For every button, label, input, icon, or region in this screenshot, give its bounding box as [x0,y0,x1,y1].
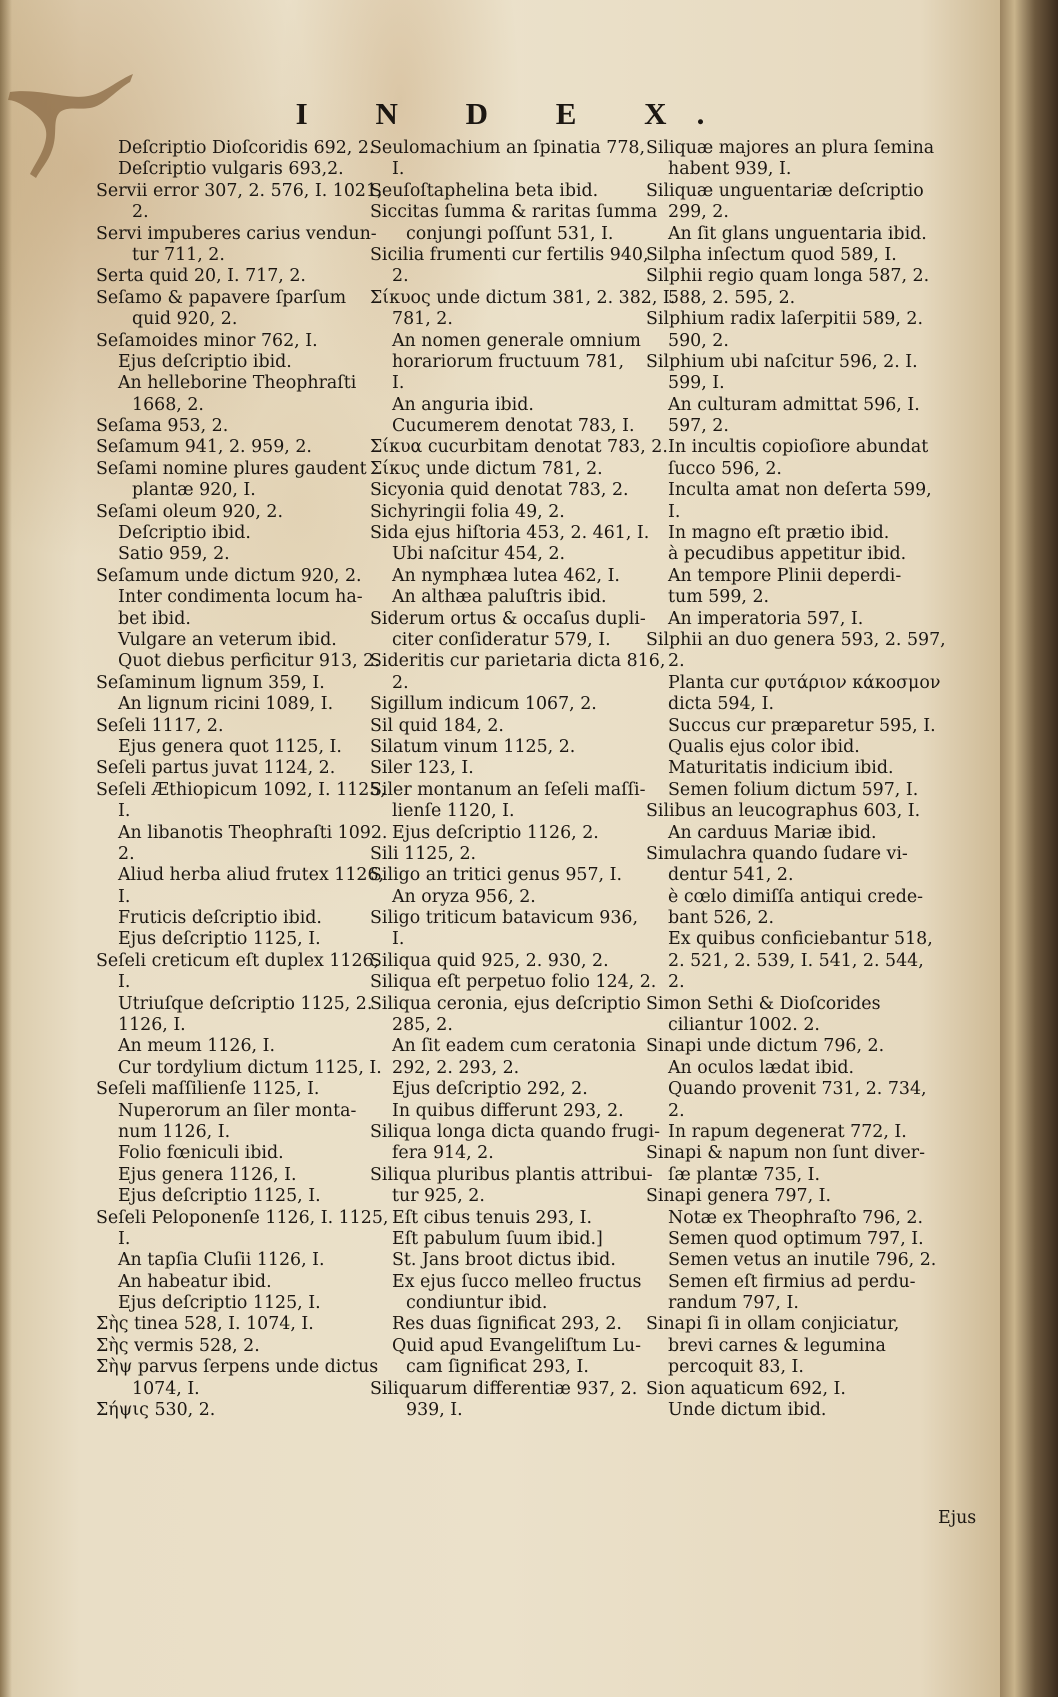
index-entry: Siliqua pluribus plantis attribui- [370,1164,653,1185]
index-entry: Nuperorum an ſiler monta- [118,1100,357,1121]
index-entry: Sicyonia quid denotat 783, 2. [370,480,629,501]
index-entry: Unde dictum ibid. [668,1400,827,1421]
index-entry: Vulgare an veterum ibid. [118,629,337,650]
index-entry: Sion aquaticum 692, I. [646,1378,846,1399]
index-entry: Folio fœniculi ibid. [118,1143,284,1164]
index-entry: Deſcriptio ibid. [118,523,251,544]
index-entry: bet ibid. [118,608,191,629]
index-entry: Σὴς tinea 528, I. 1074, I. [96,1314,314,1335]
index-entry: In incultis copioſiore abundat [668,437,929,458]
index-entry: I. [118,972,131,993]
index-entry: Seſaminum lignum 359, I. [96,672,325,693]
index-entry: Σίκυα cucurbitam denotat 783, 2. [370,437,668,458]
index-entry: I. [392,159,405,180]
index-entry: Seſeli creticum eſt duplex 1126, [96,950,380,971]
index-entry: Siler montanum an ſeſeli maſſi- [370,779,646,800]
index-entry: An nymphæa lutea 462, I. [392,565,620,586]
index-entry: Quando provenit 731, 2. 734, [668,1079,927,1100]
index-entry: Siliqua eſt perpetuo folio 124, 2. [370,972,657,993]
index-entry: 299, 2. [668,202,729,223]
index-entry: In magno eſt prætio ibid. [668,523,890,544]
index-entry: Semen vetus an inutile 796, 2. [668,1250,937,1271]
index-entry: Cucumerem denotat 783, I. [392,416,635,437]
index-column-2 [370,138,676,1421]
index-entry: Ex quibus conficiebantur 518, [668,929,933,950]
index-entry: Siligo triticum batavicum 936, [370,908,639,929]
index-entry: 2. [392,266,409,287]
index-entry: Simon Sethi & Dioſcorides [646,993,881,1014]
index-entry: Σὴψ parvus ſerpens unde dictus [96,1357,379,1378]
index-entry: Σίκυος unde dictum 381, 2. 382, I. [370,287,676,308]
index-entry: fera 914, 2. [392,1143,494,1164]
index-entry: Siler 123, I. [370,758,474,779]
index-entry: Seſamo & papavere ſparſum [96,287,347,308]
index-entry: Seſamum 941, 2. 959, 2. [96,437,312,458]
index-entry: 2. [668,651,685,672]
index-entry: Siligo an tritici genus 957, I. [370,865,622,886]
index-entry: I. [118,886,131,907]
index-entry: condiuntur ibid. [406,1293,548,1314]
index-entry: Notæ ex Theophraſto 796, 2. [668,1207,924,1228]
index-entry: Siderum ortus & occaſus dupli- [370,608,646,629]
index-entry: Sinapi & napum non ſunt diver- [646,1143,925,1164]
index-entry: randum 797, I. [668,1293,799,1314]
index-entry: Sichyringii folia 49, 2. [370,501,565,522]
index-entry: Utriuſque deſcriptio 1125, 2. [118,993,373,1014]
index-entry: Satio 959, 2. [118,544,230,565]
index-entry: Ejus deſcriptio ibid. [118,351,292,372]
index-entry: Silatum vinum 1125, 2. [370,736,576,757]
index-entry: Sinapi ſi in ollam conjiciatur, [646,1314,900,1335]
index-entry: Ex ejus ſucco melleo fructus [392,1271,642,1292]
index-entry: An oculos lædat ibid. [668,1057,855,1078]
index-entry: tur 925, 2. [392,1186,485,1207]
index-entry: Seſeli Æthiopicum 1092, I. 1125, [96,779,386,800]
index-entry: Sida ejus hiſtoria 453, 2. 461, I. [370,523,650,544]
index-entry: quid 920, 2. [132,309,238,330]
index-entry: Sicilia frumenti cur fertilis 940, [370,244,649,265]
index-entry: Siliqua ceronia, ejus deſcriptio [370,993,641,1014]
index-entry: Servi impuberes carius vendun- [96,223,377,244]
index-entry: 599, I. [668,373,725,394]
index-entry: Inter condimenta locum ha- [118,587,363,608]
index-entry: An habeatur ibid. [118,1271,272,1292]
index-entry: Seſama 953, 2. [96,416,229,437]
index-entry: Σίκυς unde dictum 781, 2. [370,458,603,479]
book-gutter [1000,0,1058,1697]
index-entry: Planta cur φυτάριον κάκοσμον [668,672,941,693]
index-entry: Semen eſt firmius ad perdu- [668,1271,916,1292]
index-entry: Silpha inſectum quod 589, I. [646,244,897,265]
index-entry: Silphium radix laſerpitii 589, 2. [646,309,924,330]
catchword: Ejus [938,1508,977,1528]
index-entry: Sinapi unde dictum 796, 2. [646,1036,885,1057]
index-entry: bant 526, 2. [668,908,775,929]
index-entry: 2. [132,202,149,223]
index-entry: An nomen generale omnium [392,330,641,351]
index-column-1 [96,138,389,1421]
index-entry: Ejus deſcriptio 1126, 2. [392,822,599,843]
index-column-3 [646,138,946,1421]
index-entry: 1126, I. [118,1015,186,1036]
index-entry: Seſeli maſſilienſe 1125, I. [96,1079,320,1100]
index-entry: 939, I. [406,1400,463,1421]
index-entry: Sinapi genera 797, I. [646,1186,832,1207]
index-entry: 1668, 2. [132,394,204,415]
index-entry: Fruticis deſcriptio ibid. [118,908,322,929]
index-entry: num 1126, I. [118,1121,231,1142]
index-entry: 2. 521, 2. 539, I. 541, 2. 544, [668,950,924,971]
index-entry: 597, 2. [668,416,729,437]
index-entry: Seſami oleum 920, 2. [96,501,283,522]
index-entry: An oryza 956, 2. [392,886,536,907]
index-entry: Sideritis cur parietaria dicta 816, [370,651,666,672]
index-entry: Ejus deſcriptio 1125, I. [118,929,321,950]
index-entry: Σήψις 530, 2. [96,1400,216,1421]
index-entry: I. [392,373,405,394]
index-entry: Qualis ejus color ibid. [668,736,860,757]
index-entry: I. [118,801,131,822]
index-entry: 781, 2. [392,309,453,330]
index-entry: 1074, I. [132,1378,200,1399]
index-entry: An althæa paluſtris ibid. [392,587,607,608]
index-entry: Semen quod optimum 797, I. [668,1228,924,1249]
index-entry: Sili 1125, 2. [370,843,477,864]
index-entry: Σὴς vermis 528, 2. [96,1335,260,1356]
index-entry: ſucco 596, 2. [668,458,782,479]
index-entry: Eſt pabulum ſuum ibid.] [392,1228,603,1249]
index-entry: 2. [118,843,135,864]
index-entry: St. Jans broot dictus ibid. [392,1250,616,1271]
index-entry: brevi carnes & legumina [668,1335,886,1356]
index-entry: 590, 2. [668,330,729,351]
index-entry: Succus cur præparetur 595, I. [668,715,936,736]
index-entry: Res duas ſignificat 293, 2. [392,1314,622,1335]
index-entry: Deſcriptio vulgaris 693,2. [118,159,344,180]
index-title: I N D E X. [295,96,735,131]
index-entry: An meum 1126, I. [118,1036,275,1057]
index-entry: Ejus genera 1126, I. [118,1164,297,1185]
index-entry: Silibus an leucographus 603, I. [646,801,921,822]
index-entry: Quot diebus perficitur 913, 2. [118,651,380,672]
index-entry: Siliquæ unguentariæ deſcriptio [646,180,924,201]
index-entry: tum 599, 2. [668,587,770,608]
index-entry: An tempore Plinii deperdi- [668,565,902,586]
index-entry: lienſe 1120, I. [392,801,515,822]
index-entry: Maturitatis indicium ibid. [668,758,894,779]
index-entry: dicta 594, I. [668,694,774,715]
index-entry: citer conſideratur 579, I. [392,629,611,650]
index-entry: Silphii regio quam longa 587, 2. [646,266,930,287]
index-entry: Silphium ubi naſcitur 596, 2. I. [646,351,918,372]
index-entry: Seſamoides minor 762, I. [96,330,318,351]
index-entry: 2. [668,1100,685,1121]
index-entry: ſæ plantæ 735, I. [668,1164,821,1185]
index-entry: Cur tordylium dictum 1125, I. [118,1057,382,1078]
index-entry: Seulomachium an ſpinatia 778, [370,138,645,158]
index-entry: An imperatoria 597, I. [668,608,864,629]
index-entry: Siliqua quid 925, 2. 930, 2. [370,950,609,971]
index-entry: Seſeli partus juvat 1124, 2. [96,758,336,779]
index-entry: Seſami nomine plures gaudent [96,458,367,479]
index-entry: 2. [392,672,409,693]
index-entry: An tapſia Cluſii 1126, I. [118,1250,325,1271]
index-entry: Seſeli Peloponenſe 1126, I. 1125, [96,1207,389,1228]
page-header [0,96,1000,132]
index-entry: Servii error 307, 2. 576, I. 1021, [96,180,383,201]
index-entry: Seſamum unde dictum 920, 2. [96,565,362,586]
index-entry: Siliquæ majores an plura ſemina [646,138,935,158]
index-entry: Quid apud Evangeliſtum Lu- [392,1335,641,1356]
index-entry: An carduus Mariæ ibid. [668,822,877,843]
index-entry: dentur 541, 2. [668,865,794,886]
index-entry: An ſit eadem cum ceratonia [392,1036,637,1057]
index-entry: Ubi naſcitur 454, 2. [392,544,566,565]
index-entry: Ejus deſcriptio 1125, I. [118,1186,321,1207]
index-entry: habent 939, I. [668,159,792,180]
index-entry: horariorum fructuum 781, [392,351,625,372]
index-entry: Deſcriptio Dioſcoridis 692, 2. [118,138,375,158]
index-entry: à pecudibus appetitur ibid. [668,544,907,565]
index-entry: An libanotis Theophraſti 1092. [118,822,388,843]
index-entry: Simulachra quando ſudare vi- [646,843,908,864]
index-entry: In quibus differunt 293, 2. [392,1100,624,1121]
index-entry: Siliquarum differentiæ 937, 2. [370,1378,638,1399]
index-entry: Siccitas ſumma & raritas ſumma [370,202,658,223]
index-entry: è cœlo dimiſſa antiqui crede- [668,886,924,907]
page-edge-shadow [0,0,12,1697]
index-entry: 285, 2. [392,1015,453,1036]
index-entry: 2. [668,972,685,993]
index-entry: I. [668,501,681,522]
index-entry: cam ſignificat 293, I. [406,1357,589,1378]
index-entry: An anguria ibid. [392,394,534,415]
index-entry: Eſt cibus tenuis 293, I. [392,1207,593,1228]
index-entry: An lignum ricini 1089, I. [118,694,334,715]
index-entry: Siliqua longa dicta quando frugi- [370,1121,660,1142]
index-entry: Ejus deſcriptio 1125, I. [118,1293,321,1314]
index-entry: Seſeli 1117, 2. [96,715,224,736]
index-entry: Sigillum indicum 1067, 2. [370,694,597,715]
index-entry: I. [392,929,405,950]
index-entry: Silphii an duo genera 593, 2. 597, [646,629,946,650]
index-entry: In rapum degenerat 772, I. [668,1121,907,1142]
index-entry: ciliantur 1002. 2. [668,1015,820,1036]
index-entry: Semen folium dictum 597, I. [668,779,919,800]
index-entry: An ſit glans unguentaria ibid. [668,223,927,244]
index-entry: Ejus genera quot 1125, I. [118,736,342,757]
index-entry: tur 711, 2. [132,244,225,265]
index-entry: 588, 2. 595, 2. [668,287,796,308]
index-entry: An culturam admittat 596, I. [668,394,920,415]
index-entry: conjungi poſſunt 531, I. [406,223,614,244]
index-entry: An helleborine Theophraſti [118,373,357,394]
index-entry: Sil quid 184, 2. [370,715,504,736]
index-entry: percoquit 83, I. [668,1357,804,1378]
index-entry: Inculta amat non deſerta 599, [668,480,932,501]
index-entry: plantæ 920, I. [132,480,256,501]
index-entry: Serta quid 20, I. 717, 2. [96,266,306,287]
index-entry: Seuſoſtaphelina beta ibid. [370,180,599,201]
index-entry: I. [118,1228,131,1249]
index-entry: 292, 2. 293, 2. [392,1057,520,1078]
index-entry: Aliud herba aliud frutex 1126, [118,865,385,886]
index-entry: Ejus deſcriptio 292, 2. [392,1079,588,1100]
